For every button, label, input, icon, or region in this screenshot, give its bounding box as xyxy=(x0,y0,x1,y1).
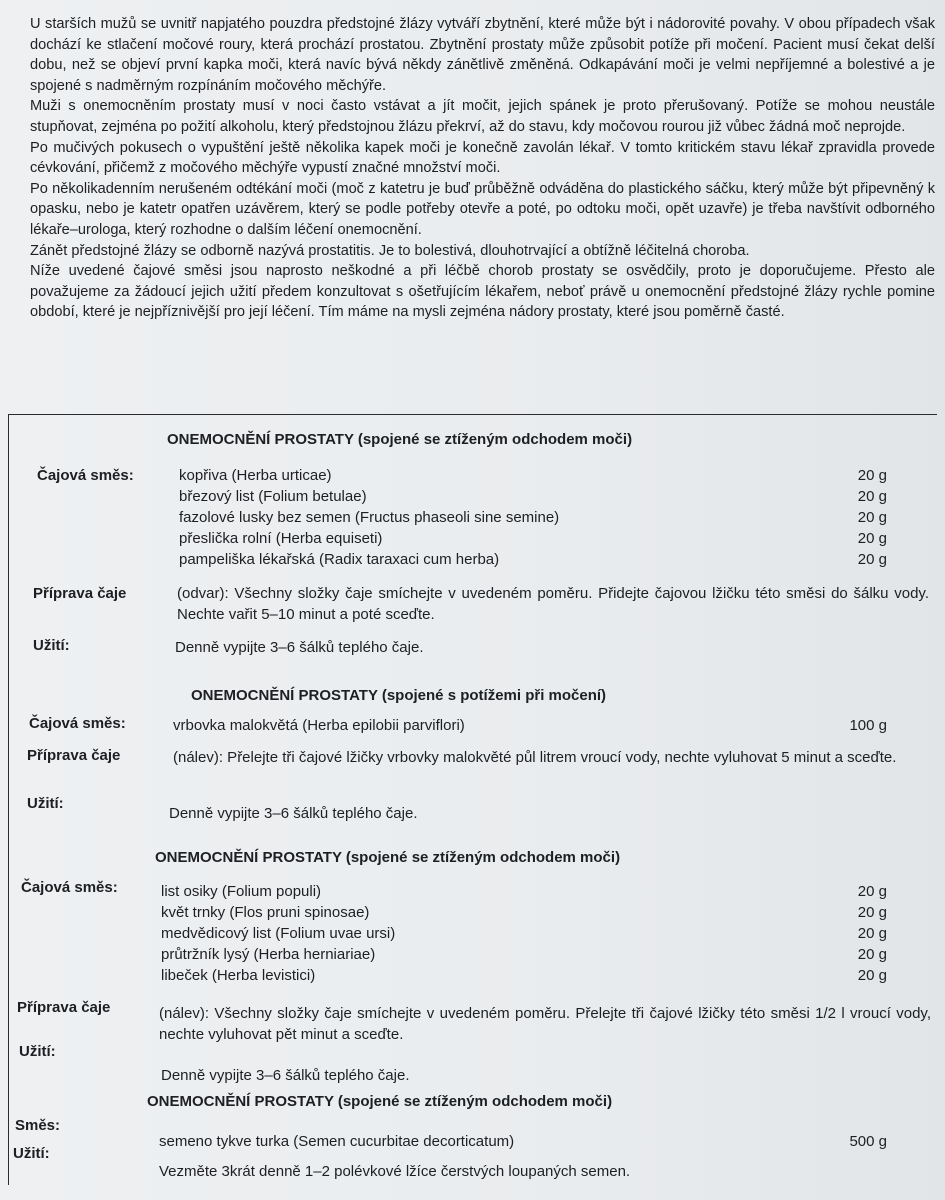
section-title: ONEMOCNĚNÍ PROSTATY (spojené se ztíženým odchodem moči) xyxy=(167,431,633,448)
prep-text: (nálev): Všechny složky čaje smíchejte v uvedeném poměru. Přelejte tři čajové lžičky této směsi 1/2 l vroucí vody, nechte vyluhovat pět minut a sceďte. xyxy=(159,1005,931,1043)
ingredient-amount: 100 g xyxy=(849,717,887,734)
ingredient-name: březový list (Folium betulae) xyxy=(179,488,367,505)
ingredient-name: pampeliška lékařská (Radix taraxaci cum herba) xyxy=(179,551,500,568)
ingredient-name: list osiky (Folium populi) xyxy=(161,883,322,900)
section-title: ONEMOCNĚNÍ PROSTATY (spojené se ztíženým odchodem moči) xyxy=(147,1093,613,1110)
ingredient-amount: 20 g xyxy=(857,467,887,484)
ingredient-row xyxy=(161,881,887,902)
ingredient-amount: 20 g xyxy=(857,509,887,526)
use-label: Užití: xyxy=(19,1043,56,1060)
ingredient-name: květ trnky (Flos pruni spinosae) xyxy=(161,904,370,921)
ingredient-name: libeček (Herba levistici) xyxy=(161,967,316,984)
ingredient-list xyxy=(179,465,887,570)
intro-paragraph: Po několikadenním nerušeném odtékání moči (moč z katetru je buď průběžně odváděna do plastického sáčku, který může být připevněný k opasku, nebo je katetr opatřen uzávěrem, který se podle potřeby otevře a poté, po odtoku moči, opět uzavře) je třeba navštívit odborného lékaře–urologa, který rozhodne o dalším léčení onemocnění. xyxy=(30,180,935,238)
ingredient-amount: 20 g xyxy=(857,946,887,963)
prep-label: Příprava čaje xyxy=(33,585,127,602)
use-label: Užití: xyxy=(13,1145,50,1162)
use-label: Užití: xyxy=(27,795,64,812)
recipe-box xyxy=(8,414,937,1185)
ingredient-row xyxy=(179,465,887,486)
intro-paragraph: Po mučivých pokusech o vypuštění ještě několika kapek moči je konečně zavolán lékař. V tomto kritickém stavu lékař zpravidla provede cévkování, přičemž z močového měchýře vypustí značné množství moči. xyxy=(30,139,935,177)
ingredient-name: medvědicový list (Folium uvae ursi) xyxy=(161,925,396,942)
use-text: Denně vypijte 3–6 šálků teplého čaje. xyxy=(169,805,418,822)
section-title: ONEMOCNĚNÍ PROSTATY (spojené s potížemi při močení) xyxy=(191,687,607,704)
ingredient-amount: 20 g xyxy=(857,883,887,900)
ingredient-amount: 20 g xyxy=(857,967,887,984)
section-title: ONEMOCNĚNÍ PROSTATY (spojené se ztíženým odchodem moči) xyxy=(155,849,621,866)
ingredient-list xyxy=(173,715,887,736)
prep-label: Příprava čaje xyxy=(27,747,121,764)
ingredient-amount: 20 g xyxy=(857,925,887,942)
use-label: Užití: xyxy=(33,637,70,654)
mix-label: Čajová směs: xyxy=(29,715,126,732)
intro-paragraph: Muži s onemocněním prostaty musí v noci často vstávat a jít močit, jejich spánek je proto přerušovaný. Potíže se mohou neustále stupňovat, zejména po požití alkoholu, který předstojnou žlázu překrví, až do stavu, kdy močovou rourou již vůbec žádná moč neprojde. xyxy=(30,98,935,135)
ingredient-name: přeslička rolní (Herba equiseti) xyxy=(179,530,383,547)
ingredient-name: vrbovka malokvětá (Herba epilobii parviflori) xyxy=(173,717,465,734)
ingredient-row xyxy=(159,1131,887,1152)
ingredient-row xyxy=(161,944,887,965)
ingredient-list xyxy=(159,1131,887,1152)
ingredient-amount: 20 g xyxy=(857,904,887,921)
ingredient-row xyxy=(173,715,887,736)
ingredient-row xyxy=(161,923,887,944)
use-text: Denně vypijte 3–6 šálků teplého čaje. xyxy=(161,1067,410,1084)
intro-paragraph: U starších mužů se uvnitř napjatého pouzdra předstojné žlázy vytváří zbytnění, které může být i nádorovité povahy. V obou případech však dochází ke stlačení močové roury, která prochází prostatou. Zbytnění prostaty může způsobit potíže při močení. Pacient musí čekat delší dobu, než se objeví první kapka moči, která navíc bývá někdy zánětlivě změněná. Odkapávání moči je velmi nepříjemné a bolestivé a je spojené s nadměrným rozpínáním močového měchýře. xyxy=(30,16,935,94)
ingredient-row xyxy=(179,507,887,528)
use-text: Vezměte 3krát denně 1–2 polévkové lžíce čerstvých loupaných semen. xyxy=(159,1163,631,1180)
use-text: Denně vypijte 3–6 šálků teplého čaje. xyxy=(175,639,424,656)
ingredient-row xyxy=(179,549,887,570)
ingredient-name: průtržník lysý (Herba herniariae) xyxy=(161,946,376,963)
intro-text xyxy=(30,14,935,323)
prep-label: Příprava čaje xyxy=(17,999,111,1016)
intro-paragraph: Níže uvedené čajové směsi jsou naprosto neškodné a při léčbě chorob prostaty se osvědčily, proto je doporučujeme. Přesto ale považujeme za žádoucí jejich užití předem konzultovat s ošetřujícím lékařem, neboť právě u onemocnění předstojné žlázy rychle pomine období, které je nejpříznivější pro její léčení. Tím máme na mysli zejména nádory prostaty, které jsou poměrně časté. xyxy=(30,263,935,321)
ingredient-row xyxy=(179,486,887,507)
mix-label: Čajová směs: xyxy=(37,467,134,484)
ingredient-amount: 20 g xyxy=(857,551,887,568)
ingredient-row xyxy=(161,902,887,923)
ingredient-name: kopřiva (Herba urticae) xyxy=(179,467,332,484)
ingredient-list xyxy=(161,881,887,986)
prep-text: (nálev): Přelejte tři čajové lžičky vrbovky malokvěté půl litrem vroucí vody, nechte vyluhovat 5 minut a sceďte. xyxy=(173,749,897,766)
ingredient-amount: 500 g xyxy=(849,1133,887,1150)
intro-paragraph: Zánět předstojné žlázy se odborně nazývá prostatitis. Je to bolestivá, dlouhotrvající a obtížně léčitelná choroba. xyxy=(30,242,750,259)
mix-label: Čajová směs: xyxy=(21,879,118,896)
ingredient-row xyxy=(179,528,887,549)
ingredient-name: semeno tykve turka (Semen cucurbitae decorticatum) xyxy=(159,1133,515,1150)
ingredient-amount: 20 g xyxy=(857,530,887,547)
ingredient-amount: 20 g xyxy=(857,488,887,505)
ingredient-name: fazolové lusky bez semen (Fructus phaseoli sine semine) xyxy=(179,509,560,526)
mix-label: Směs: xyxy=(15,1117,61,1134)
prep-text: (odvar): Všechny složky čaje smíchejte v uvedeném poměru. Přidejte čajovou lžičku této směsi do šálku vody. Nechte vařit 5–10 minut a poté sceďte. xyxy=(177,585,929,623)
ingredient-row xyxy=(161,965,887,986)
